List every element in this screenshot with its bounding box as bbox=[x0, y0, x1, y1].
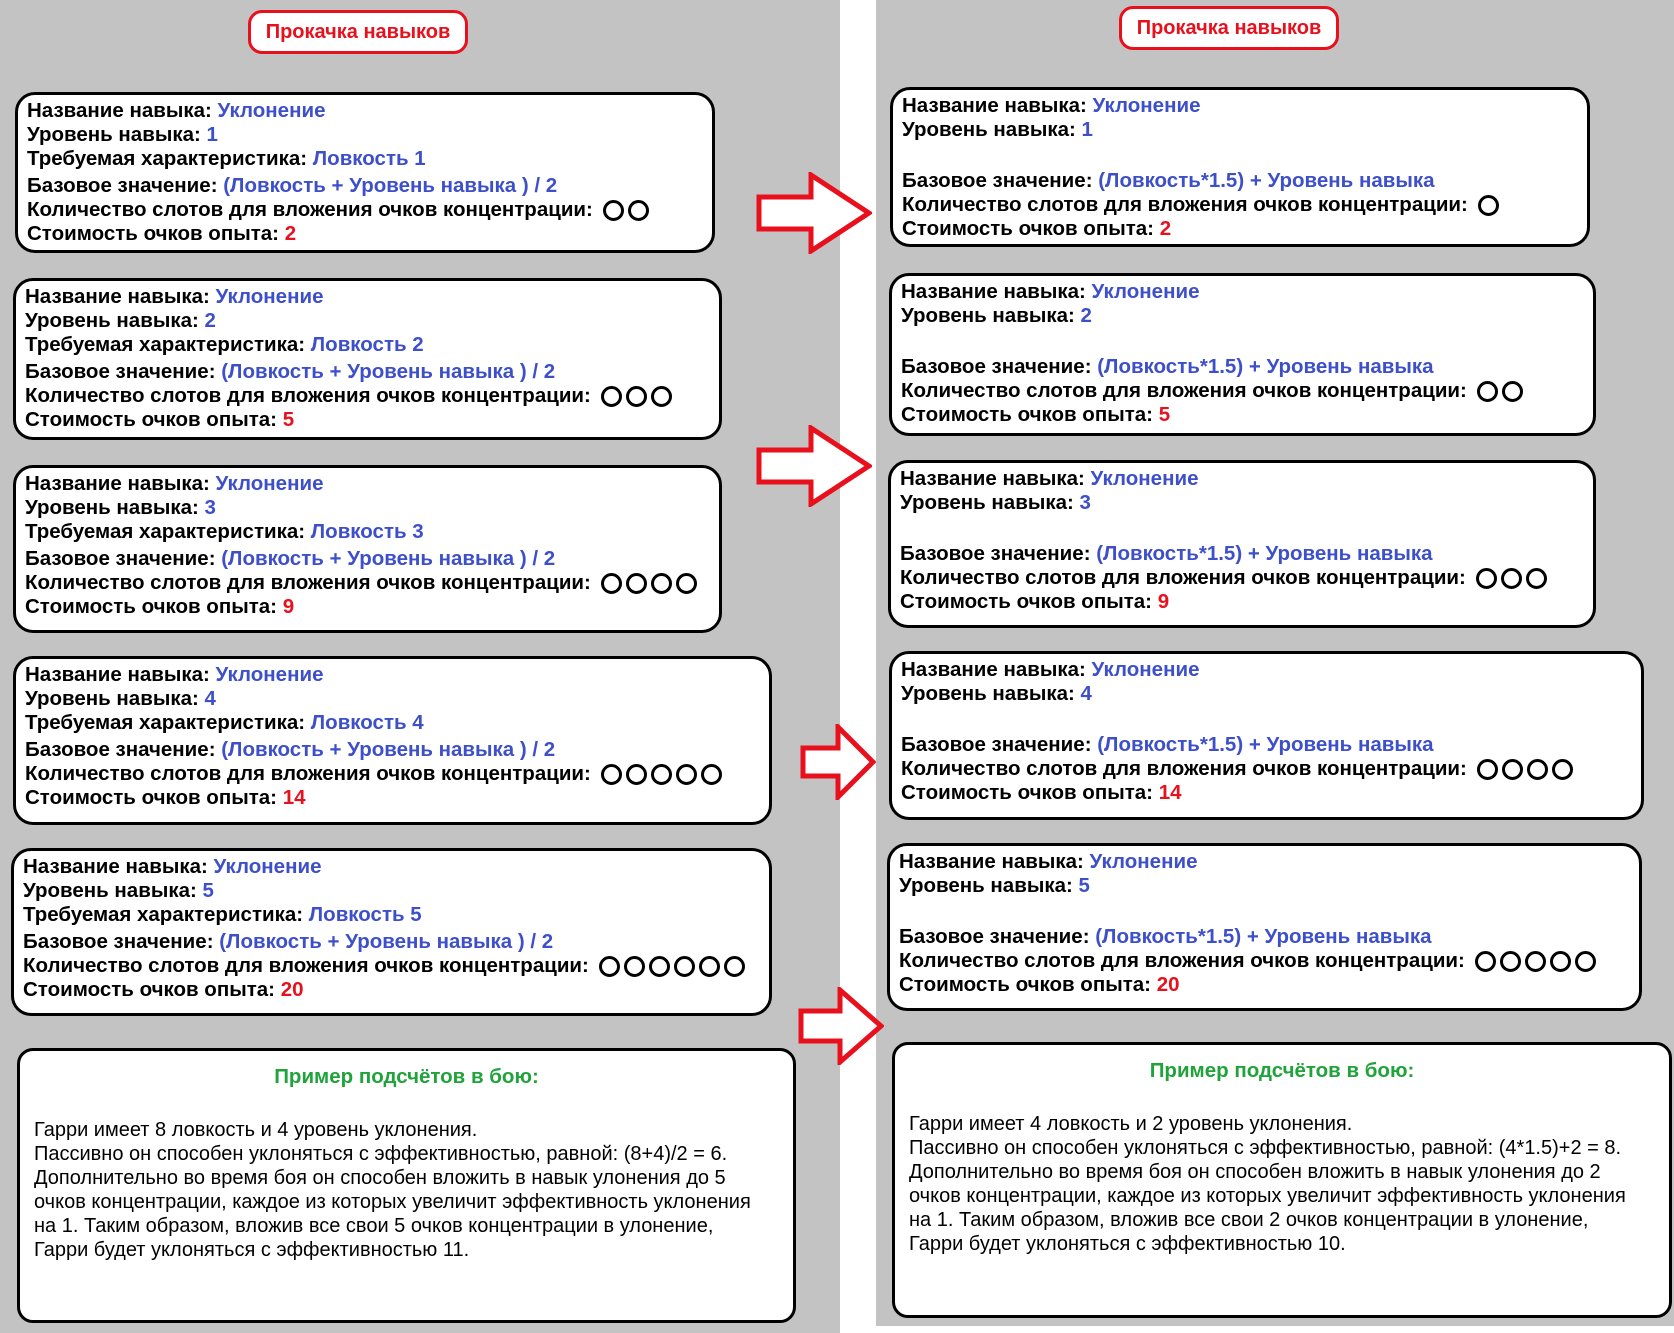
field-value: Уклонение bbox=[1091, 658, 1200, 681]
field-label: Базовое значение: bbox=[899, 925, 1090, 948]
field-label: Стоимость очков опыта: bbox=[25, 408, 277, 431]
field-value: Ловкость 4 bbox=[310, 711, 424, 734]
requirement-line bbox=[25, 520, 719, 544]
field-label: Количество слотов для вложения очков концентрации: bbox=[902, 193, 1468, 216]
field-value: Уклонение bbox=[215, 472, 324, 495]
field-value: Уклонение bbox=[215, 663, 324, 686]
skill-level-line bbox=[902, 118, 1587, 142]
cost-line bbox=[25, 786, 769, 810]
slot-circle-icon bbox=[624, 956, 645, 977]
field-value: Уклонение bbox=[1092, 94, 1201, 117]
slot-circle-icon bbox=[1502, 759, 1523, 780]
right-example-line: Гарри имеет 4 ловкость и 2 уровень уклонения. bbox=[909, 1113, 1353, 1135]
field-value: 3 bbox=[1079, 491, 1091, 514]
slot-circle-icon bbox=[1575, 951, 1596, 972]
cost-line bbox=[899, 973, 1639, 997]
slots-circles bbox=[1476, 568, 1551, 589]
field-label: Требуемая характеристика: bbox=[27, 147, 308, 170]
left-example-line: на 1. Таким образом, вложив все свои 5 очков концентрации в улонение, bbox=[34, 1215, 714, 1237]
field-value: Уклонение bbox=[217, 99, 326, 122]
skill-name-line bbox=[25, 663, 769, 687]
spacer bbox=[900, 515, 1593, 542]
cost-line bbox=[900, 590, 1593, 614]
left-example-title: Пример подсчётов в бою: bbox=[274, 1065, 539, 1088]
slot-circle-icon bbox=[626, 573, 647, 594]
field-value: Уклонение bbox=[1089, 850, 1198, 873]
field-label: Уровень навыка: bbox=[27, 123, 201, 146]
base-value-line bbox=[900, 542, 1593, 566]
field-label: Требуемая характеристика: bbox=[25, 333, 306, 356]
left-example-line: очков концентрации, каждое из которых увеличит эффективность уклонения bbox=[34, 1191, 751, 1213]
field-label: Уровень навыка: bbox=[902, 118, 1076, 141]
slot-circle-icon bbox=[651, 386, 672, 407]
field-label: Уровень навыка: bbox=[25, 496, 199, 519]
right-arrow-icon bbox=[800, 724, 876, 800]
field-label: Количество слотов для вложения очков концентрации: bbox=[25, 384, 591, 407]
left-card-5 bbox=[11, 848, 772, 1016]
field-value: 9 bbox=[1157, 590, 1170, 613]
field-label: Стоимость очков опыта: bbox=[23, 978, 275, 1001]
slot-circle-icon bbox=[1476, 568, 1497, 589]
field-label: Количество слотов для вложения очков концентрации: bbox=[23, 954, 589, 977]
field-label: Название навыка: bbox=[27, 99, 212, 122]
spacer bbox=[901, 328, 1593, 355]
field-label: Количество слотов для вложения очков концентрации: bbox=[901, 757, 1467, 780]
field-value: 2 bbox=[204, 309, 216, 332]
field-label: Базовое значение: bbox=[25, 360, 216, 383]
field-value: (Ловкость*1.5) + Уровень навыка bbox=[1097, 733, 1434, 756]
field-value: Ловкость 2 bbox=[310, 333, 424, 356]
left-card-3 bbox=[13, 465, 722, 633]
skill-level-line bbox=[901, 304, 1593, 328]
slots-circles bbox=[1477, 381, 1527, 402]
field-label: Количество слотов для вложения очков концентрации: bbox=[901, 379, 1467, 402]
left-example-line: Гарри имеет 8 ловкость и 4 уровень уклонения. bbox=[34, 1119, 478, 1141]
field-value: 5 bbox=[1158, 403, 1171, 426]
slot-circle-icon bbox=[649, 956, 670, 977]
right-card-4 bbox=[889, 651, 1644, 820]
field-value: 14 bbox=[282, 786, 306, 809]
skill-name-line bbox=[25, 285, 719, 309]
spacer bbox=[899, 898, 1639, 925]
right-example-line: Гарри будет уклоняться с эффективностью 10. bbox=[909, 1233, 1346, 1255]
cost-line bbox=[902, 217, 1587, 241]
field-label: Количество слотов для вложения очков концентрации: bbox=[25, 571, 591, 594]
skill-name-line bbox=[902, 94, 1587, 118]
field-label: Название навыка: bbox=[25, 285, 210, 308]
right-example-line: очков концентрации, каждое из которых увеличит эффективность уклонения bbox=[909, 1185, 1626, 1207]
cost-line bbox=[27, 222, 712, 246]
slot-circle-icon bbox=[601, 764, 622, 785]
skill-name-line bbox=[23, 855, 769, 879]
right-example-line: Дополнительно во время боя он способен вложить в навык улонения до 2 bbox=[909, 1161, 1601, 1183]
field-label: Количество слотов для вложения очков концентрации: bbox=[27, 198, 593, 221]
slots-line bbox=[25, 571, 719, 595]
field-label: Базовое значение: bbox=[23, 930, 214, 953]
slots-circles bbox=[601, 764, 726, 785]
slots-circles bbox=[1477, 759, 1577, 780]
spacer bbox=[902, 142, 1587, 169]
slot-circle-icon bbox=[1478, 195, 1499, 216]
field-label: Название навыка: bbox=[900, 467, 1085, 490]
base-value-line bbox=[899, 925, 1639, 949]
field-value: (Ловкость*1.5) + Уровень навыка bbox=[1096, 542, 1433, 565]
cost-line bbox=[901, 403, 1593, 427]
field-label: Количество слотов для вложения очков концентрации: bbox=[899, 949, 1465, 972]
field-value: (Ловкость + Уровень навыка ) / 2 bbox=[221, 360, 556, 383]
skill-level-line bbox=[899, 874, 1639, 898]
slots-line bbox=[900, 566, 1593, 590]
field-label: Уровень навыка: bbox=[901, 304, 1075, 327]
skill-level-line bbox=[23, 879, 769, 903]
slots-circles bbox=[601, 386, 676, 407]
right-example-line: Пассивно он способен уклоняться с эффективностью, равной: (4*1.5)+2 = 8. bbox=[909, 1137, 1622, 1159]
field-label: Стоимость очков опыта: bbox=[900, 590, 1152, 613]
field-label: Стоимость очков опыта: bbox=[902, 217, 1154, 240]
slot-circle-icon bbox=[601, 573, 622, 594]
right-example bbox=[892, 1042, 1672, 1318]
skill-name-line bbox=[25, 472, 719, 496]
field-value: (Ловкость*1.5) + Уровень навыка bbox=[1098, 169, 1435, 192]
cost-line bbox=[25, 408, 719, 432]
slot-circle-icon bbox=[1501, 568, 1522, 589]
right-example-title: Пример подсчётов в бою: bbox=[1149, 1059, 1415, 1082]
slots-circles bbox=[1478, 195, 1503, 216]
requirement-line bbox=[23, 903, 769, 927]
slot-circle-icon bbox=[601, 386, 622, 407]
slot-circle-icon bbox=[626, 764, 647, 785]
slot-circle-icon bbox=[1527, 759, 1548, 780]
slot-circle-icon bbox=[1502, 381, 1523, 402]
slot-circle-icon bbox=[676, 573, 697, 594]
left-card-1 bbox=[15, 92, 715, 253]
field-label: Название навыка: bbox=[901, 280, 1086, 303]
field-label: Уровень навыка: bbox=[25, 687, 199, 710]
field-value: 2 bbox=[284, 222, 297, 245]
field-label: Название навыка: bbox=[25, 472, 210, 495]
field-value: 2 bbox=[1159, 217, 1172, 240]
base-value-line bbox=[25, 738, 769, 762]
requirement-line bbox=[25, 333, 719, 357]
slots-line bbox=[25, 384, 719, 408]
field-label: Стоимость очков опыта: bbox=[25, 786, 277, 809]
skill-level-line bbox=[25, 309, 719, 333]
slots-circles bbox=[601, 573, 701, 594]
requirement-line bbox=[25, 711, 769, 735]
field-value: 3 bbox=[204, 496, 216, 519]
cost-line bbox=[23, 978, 769, 1002]
field-value: Ловкость 5 bbox=[308, 903, 422, 926]
field-label: Название навыка: bbox=[902, 94, 1087, 117]
slot-circle-icon bbox=[628, 200, 649, 221]
slots-line bbox=[901, 757, 1641, 781]
slot-circle-icon bbox=[1477, 381, 1498, 402]
left-title: Прокачка навыков bbox=[248, 10, 468, 54]
slots-line bbox=[27, 198, 712, 222]
right-example-body bbox=[895, 1112, 1669, 1256]
skill-name-line bbox=[901, 658, 1641, 682]
field-value: (Ловкость*1.5) + Уровень навыка bbox=[1097, 355, 1434, 378]
skill-name-line bbox=[899, 850, 1639, 874]
field-value: Уклонение bbox=[1090, 467, 1199, 490]
skill-level-line bbox=[901, 682, 1641, 706]
field-label: Количество слотов для вложения очков концентрации: bbox=[25, 762, 591, 785]
field-label: Базовое значение: bbox=[27, 174, 218, 197]
left-card-2 bbox=[13, 278, 722, 440]
field-label: Название навыка: bbox=[25, 663, 210, 686]
slot-circle-icon bbox=[651, 573, 672, 594]
field-label: Базовое значение: bbox=[901, 733, 1092, 756]
slot-circle-icon bbox=[599, 956, 620, 977]
skill-level-line bbox=[25, 496, 719, 520]
field-label: Стоимость очков опыта: bbox=[901, 403, 1153, 426]
right-card-2 bbox=[889, 273, 1596, 436]
field-label: Стоимость очков опыта: bbox=[27, 222, 279, 245]
field-value: 5 bbox=[282, 408, 295, 431]
base-value-line bbox=[23, 930, 769, 954]
field-label: Стоимость очков опыта: bbox=[901, 781, 1153, 804]
field-label: Базовое значение: bbox=[902, 169, 1093, 192]
field-value: 9 bbox=[282, 595, 295, 618]
field-label: Стоимость очков опыта: bbox=[25, 595, 277, 618]
slot-circle-icon bbox=[1477, 759, 1498, 780]
slots-line bbox=[899, 949, 1639, 973]
field-label: Требуемая характеристика: bbox=[25, 711, 306, 734]
field-label: Базовое значение: bbox=[25, 738, 216, 761]
base-value-line bbox=[901, 355, 1593, 379]
right-card-5 bbox=[887, 843, 1642, 1011]
field-label: Базовое значение: bbox=[900, 542, 1091, 565]
field-value: 2 bbox=[1080, 304, 1092, 327]
field-value: Ловкость 1 bbox=[312, 147, 426, 170]
right-example-line: на 1. Таким образом, вложив все свои 2 очков концентрации в улонение, bbox=[909, 1209, 1589, 1231]
slot-circle-icon bbox=[1500, 951, 1521, 972]
skill-name-line bbox=[900, 467, 1593, 491]
cost-line bbox=[901, 781, 1641, 805]
slot-circle-icon bbox=[1552, 759, 1573, 780]
cost-line bbox=[25, 595, 719, 619]
field-value: 4 bbox=[204, 687, 216, 710]
field-value: 14 bbox=[1158, 781, 1182, 804]
slot-circle-icon bbox=[651, 764, 672, 785]
skill-name-line bbox=[901, 280, 1593, 304]
slot-circle-icon bbox=[724, 956, 745, 977]
slots-circles bbox=[1475, 951, 1600, 972]
skill-level-line bbox=[25, 687, 769, 711]
slot-circle-icon bbox=[1525, 951, 1546, 972]
slot-circle-icon bbox=[1550, 951, 1571, 972]
right-arrow-icon bbox=[756, 425, 872, 507]
slot-circle-icon bbox=[1526, 568, 1547, 589]
field-value: 20 bbox=[1156, 973, 1180, 996]
skill-level-line bbox=[900, 491, 1593, 515]
slot-circle-icon bbox=[701, 764, 722, 785]
slot-circle-icon bbox=[626, 386, 647, 407]
slot-circle-icon bbox=[676, 764, 697, 785]
slots-circles bbox=[603, 200, 653, 221]
right-arrow-icon bbox=[756, 172, 872, 254]
field-value: (Ловкость + Уровень навыка ) / 2 bbox=[223, 174, 558, 197]
field-value: 5 bbox=[1078, 874, 1090, 897]
field-label: Уровень навыка: bbox=[25, 309, 199, 332]
right-arrow-icon bbox=[798, 987, 884, 1065]
field-label: Уровень навыка: bbox=[900, 491, 1074, 514]
left-example-line: Пассивно он способен уклоняться с эффективностью, равной: (8+4)/2 = 6. bbox=[34, 1143, 728, 1165]
slots-line bbox=[23, 954, 769, 978]
base-value-line bbox=[25, 547, 719, 571]
field-value: 20 bbox=[280, 978, 304, 1001]
slot-circle-icon bbox=[674, 956, 695, 977]
field-value: Уклонение bbox=[215, 285, 324, 308]
left-example-line: Дополнительно во время боя он способен вложить в навык улонения до 5 bbox=[34, 1167, 726, 1189]
left-example-line: Гарри будет уклоняться с эффективностью 11. bbox=[34, 1239, 470, 1261]
slots-line bbox=[25, 762, 769, 786]
spacer bbox=[901, 706, 1641, 733]
right-panel bbox=[876, 0, 1674, 1326]
left-example bbox=[17, 1048, 796, 1323]
slots-line bbox=[902, 193, 1587, 217]
field-value: Уклонение bbox=[213, 855, 322, 878]
base-value-line bbox=[902, 169, 1587, 193]
right-title: Прокачка навыков bbox=[1119, 6, 1339, 50]
field-value: (Ловкость + Уровень навыка ) / 2 bbox=[221, 738, 556, 761]
field-value: 1 bbox=[1081, 118, 1093, 141]
field-label: Базовое значение: bbox=[901, 355, 1092, 378]
field-value: 1 bbox=[206, 123, 218, 146]
field-label: Базовое значение: bbox=[25, 547, 216, 570]
field-value: Уклонение bbox=[1091, 280, 1200, 303]
right-card-3 bbox=[888, 460, 1596, 628]
field-label: Требуемая характеристика: bbox=[23, 903, 304, 926]
left-card-4 bbox=[13, 656, 772, 825]
skill-name-line bbox=[27, 99, 712, 123]
field-label: Уровень навыка: bbox=[901, 682, 1075, 705]
base-value-line bbox=[25, 360, 719, 384]
field-label: Уровень навыка: bbox=[23, 879, 197, 902]
field-value: 4 bbox=[1080, 682, 1092, 705]
field-label: Стоимость очков опыта: bbox=[899, 973, 1151, 996]
slot-circle-icon bbox=[603, 200, 624, 221]
slot-circle-icon bbox=[1475, 951, 1496, 972]
slots-circles bbox=[599, 956, 749, 977]
field-label: Название навыка: bbox=[23, 855, 208, 878]
right-card-1 bbox=[890, 87, 1590, 247]
left-example-body bbox=[20, 1118, 793, 1262]
field-label: Название навыка: bbox=[901, 658, 1086, 681]
field-value: Ловкость 3 bbox=[310, 520, 424, 543]
base-value-line bbox=[901, 733, 1641, 757]
requirement-line bbox=[27, 147, 712, 171]
field-value: 5 bbox=[202, 879, 214, 902]
field-label: Название навыка: bbox=[899, 850, 1084, 873]
base-value-line bbox=[27, 174, 712, 198]
field-label: Уровень навыка: bbox=[899, 874, 1073, 897]
field-value: (Ловкость + Уровень навыка ) / 2 bbox=[221, 547, 556, 570]
skill-level-line bbox=[27, 123, 712, 147]
field-label: Требуемая характеристика: bbox=[25, 520, 306, 543]
field-value: (Ловкость*1.5) + Уровень навыка bbox=[1095, 925, 1432, 948]
field-value: (Ловкость + Уровень навыка ) / 2 bbox=[219, 930, 554, 953]
field-label: Количество слотов для вложения очков концентрации: bbox=[900, 566, 1466, 589]
slot-circle-icon bbox=[699, 956, 720, 977]
slots-line bbox=[901, 379, 1593, 403]
